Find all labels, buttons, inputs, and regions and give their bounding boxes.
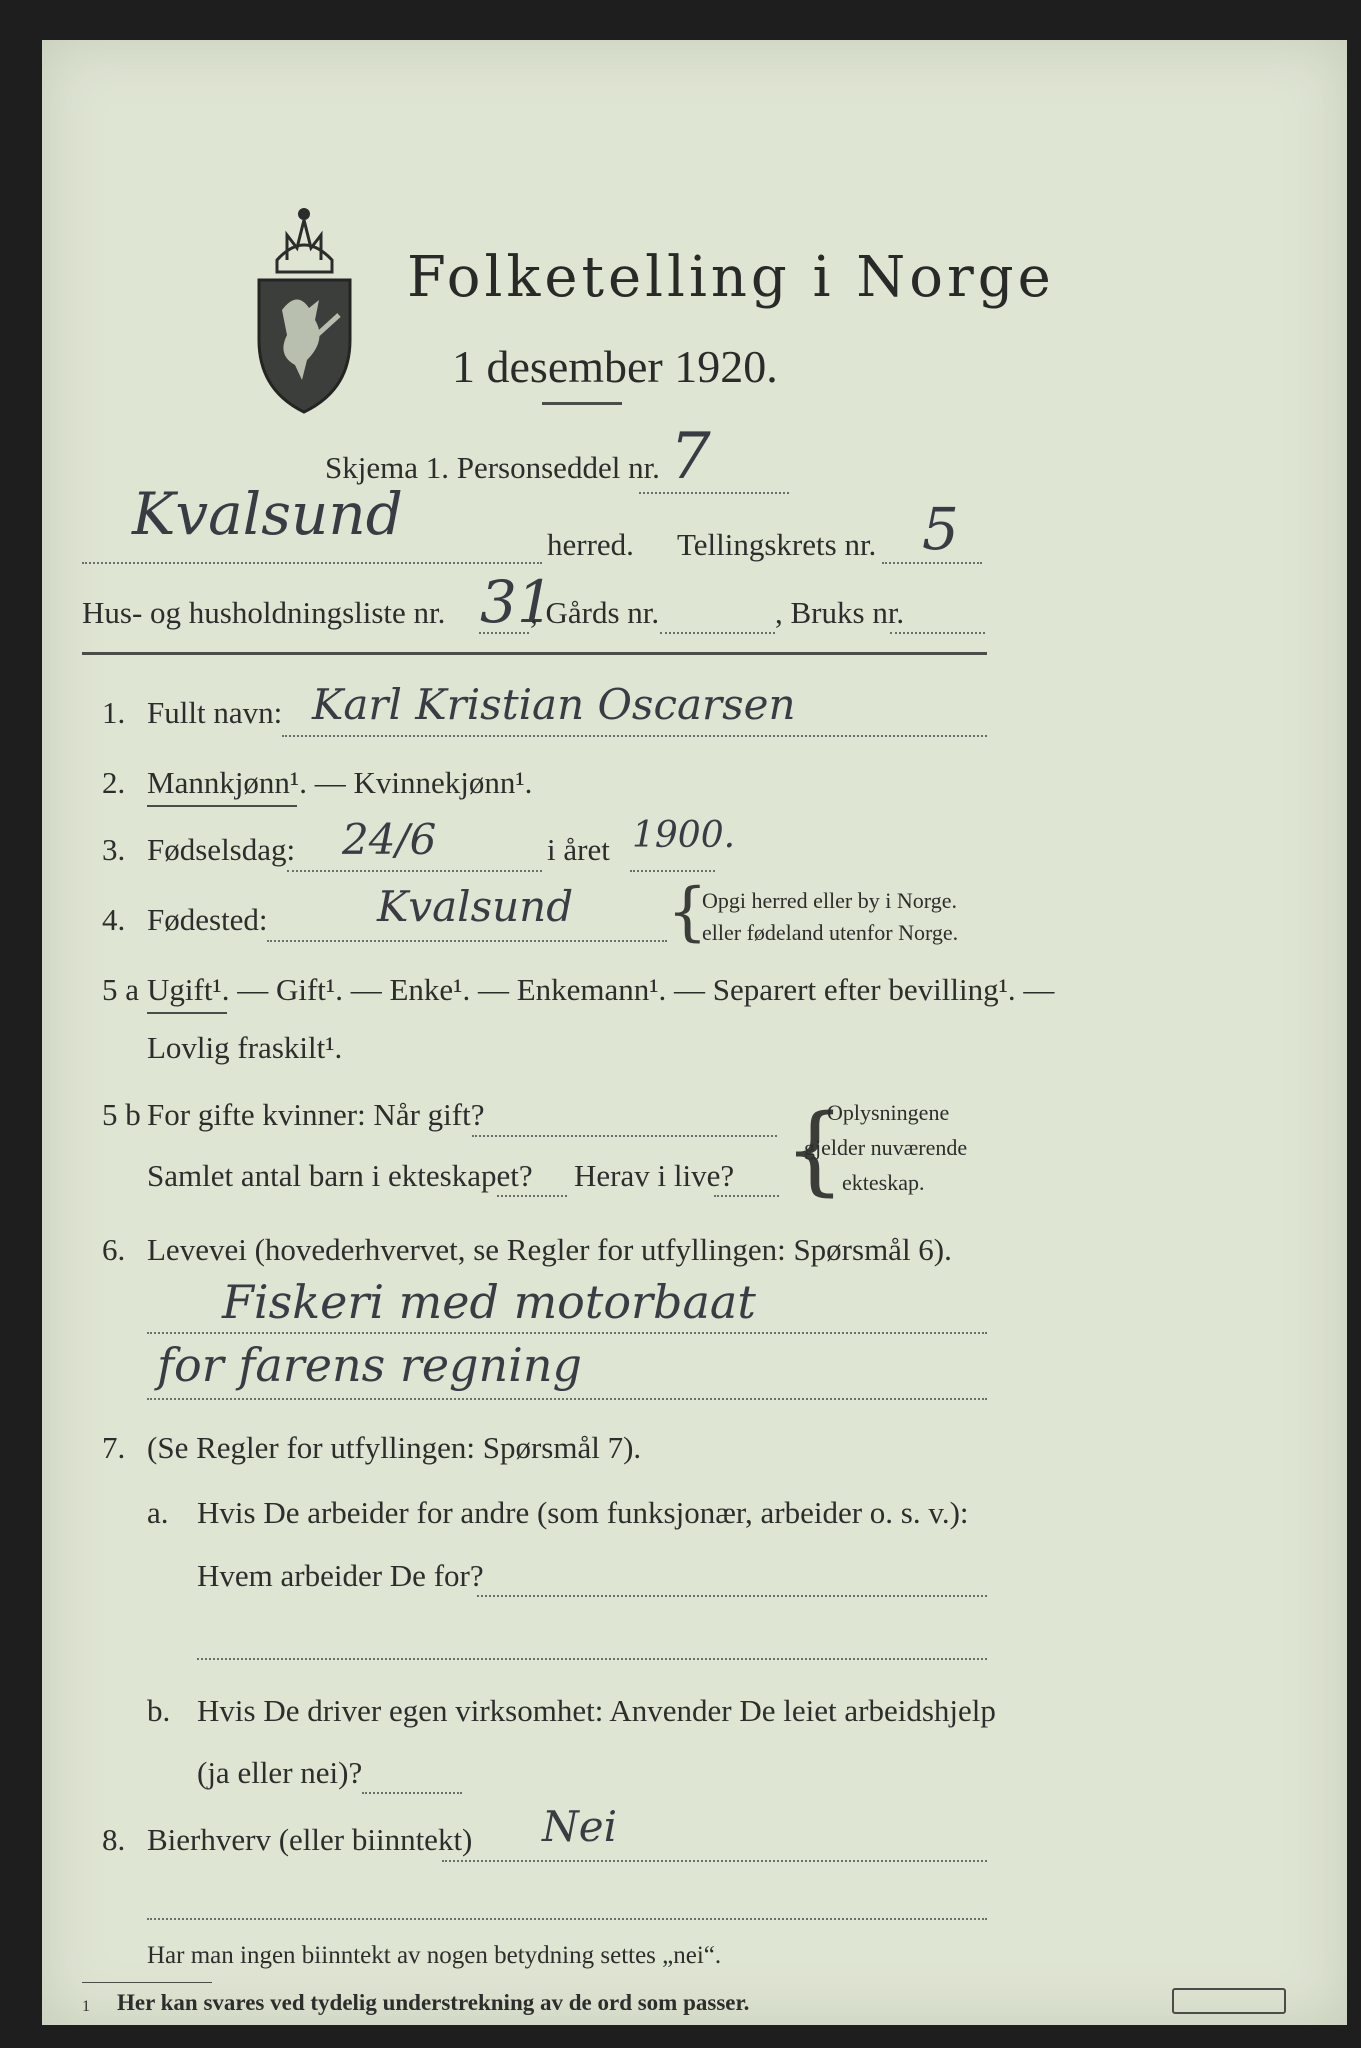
tellingskrets-label: Tellingskrets nr. bbox=[677, 527, 877, 562]
gards-line bbox=[660, 632, 775, 634]
q8-number: 8. bbox=[102, 1822, 126, 1857]
q4-number: 4. bbox=[102, 902, 126, 937]
q6-line-2 bbox=[147, 1398, 987, 1400]
q8-label: Bierhverv (eller biinntekt) bbox=[147, 1822, 473, 1857]
q4-note-1: Opgi herred eller by i Norge. bbox=[702, 888, 957, 913]
q2-number: 2. bbox=[102, 765, 126, 800]
q3-year-label: i året bbox=[547, 832, 610, 867]
q5b-note-3: ekteskap. bbox=[842, 1170, 925, 1195]
person-no-value: 7 bbox=[670, 420, 711, 494]
footnote-divider bbox=[82, 1982, 212, 1983]
q5a-underline-ugift bbox=[147, 1012, 227, 1014]
person-no-line bbox=[639, 492, 789, 494]
municipality-value: Kvalsund bbox=[132, 480, 403, 548]
q7b-line bbox=[362, 1792, 462, 1794]
form-title: Folketelling i Norge bbox=[407, 245, 1055, 310]
q1-answer: Karl Kristian Oscarsen bbox=[312, 680, 796, 729]
q8-answer: Nei bbox=[542, 1802, 618, 1851]
q5b-number: 5 b bbox=[102, 1097, 141, 1132]
printer-stamp bbox=[1172, 1988, 1286, 2014]
q5b-label: For gifte kvinner: Når gift? bbox=[147, 1097, 485, 1132]
footnote-mark: 1 bbox=[82, 1998, 90, 2015]
q5b-brace: { bbox=[784, 1094, 846, 1206]
q5a-label-2: Lovlig fraskilt¹. bbox=[147, 1030, 343, 1065]
q7-number: 7. bbox=[102, 1430, 126, 1465]
schema-label: Skjema 1. Personseddel nr. bbox=[325, 450, 660, 485]
q5a-number: 5 a bbox=[102, 972, 140, 1007]
q4-note-2: eller fødeland utenfor Norge. bbox=[702, 920, 959, 945]
q6-label: Levevei (hovederhvervet, se Regler for utfyllingen: Spørsmål 6). bbox=[147, 1232, 952, 1267]
q6-answer-1: Fiskeri med motorbaat bbox=[222, 1275, 756, 1329]
q5b-note-1: Oplysningene bbox=[827, 1100, 950, 1125]
q5b-label-2: Samlet antal barn i ekteskapet? bbox=[147, 1158, 533, 1193]
q1-line bbox=[282, 735, 987, 737]
q4-answer: Kvalsund bbox=[377, 882, 574, 931]
q7a-line-1 bbox=[477, 1595, 987, 1597]
q7-label: (Se Regler for utfyllingen: Spørsmål 7). bbox=[147, 1430, 642, 1465]
tellingskrets-value: 5 bbox=[922, 495, 959, 563]
title-divider bbox=[542, 402, 622, 405]
q3-answer: 24/6 bbox=[342, 815, 437, 864]
q4-brace: { bbox=[667, 875, 708, 949]
q7a-line-2 bbox=[197, 1658, 987, 1660]
q6-number: 6. bbox=[102, 1232, 126, 1267]
q5a-label: Ugift¹. — Gift¹. — Enke¹. — Enkemann¹. — Separert efter bevilling¹. — bbox=[147, 972, 1055, 1007]
q5b-alive-line bbox=[714, 1195, 779, 1197]
q2-underline-mannkjonn bbox=[147, 805, 297, 807]
form-date: 1 desember 1920. bbox=[452, 341, 778, 392]
q7b-label-2: (ja eller nei)? bbox=[197, 1755, 363, 1790]
q3-line bbox=[287, 870, 542, 872]
q1-number: 1. bbox=[102, 695, 126, 730]
household-no-value: 31 bbox=[480, 568, 554, 636]
q7b-label: Hvis De driver egen virksomhet: Anvender De leiet arbeidshjelp bbox=[197, 1693, 996, 1728]
municipality-line bbox=[82, 562, 542, 564]
q7a-mark: a. bbox=[147, 1495, 169, 1530]
q6-line-1 bbox=[147, 1332, 987, 1334]
q8-line-2 bbox=[147, 1918, 987, 1920]
q5b-note-2: gjelder nuværende bbox=[804, 1135, 968, 1160]
q5b-married-line bbox=[472, 1135, 777, 1137]
q7a-label: Hvis De arbeider for andre (som funksjonær, arbeider o. s. v.): bbox=[197, 1495, 969, 1530]
herred-label: herred. bbox=[547, 527, 634, 562]
q4-line bbox=[267, 940, 667, 942]
q7a-label-2: Hvem arbeider De for? bbox=[197, 1558, 484, 1593]
q1-label: Fullt navn: bbox=[147, 695, 283, 730]
q3-number: 3. bbox=[102, 832, 126, 867]
q7b-mark: b. bbox=[147, 1693, 171, 1728]
q6-answer-2: for farens regning bbox=[157, 1338, 582, 1392]
q5b-children-line bbox=[497, 1195, 567, 1197]
q5b-label-3: Herav i live? bbox=[574, 1158, 735, 1193]
q8-line-1 bbox=[442, 1860, 987, 1862]
bruks-label: , Bruks nr. bbox=[775, 595, 905, 630]
q3-year-value: 1900. bbox=[632, 815, 736, 856]
footnote-text: Her kan svares ved tydelig understrekning av de ord som passer. bbox=[117, 1990, 750, 2015]
q3-year-line bbox=[630, 870, 715, 872]
q4-label: Fødested: bbox=[147, 902, 268, 937]
norwegian-coat-of-arms-icon bbox=[247, 190, 362, 420]
bruks-line bbox=[890, 632, 985, 634]
gards-label: , Gårds nr. bbox=[530, 595, 660, 630]
header-separator bbox=[82, 652, 987, 655]
footer-note: Har man ingen biinntekt av nogen betydning settes „nei“. bbox=[147, 1942, 722, 1969]
q3-label: Fødselsdag: bbox=[147, 832, 296, 867]
household-label: Hus- og husholdningsliste nr. bbox=[82, 595, 446, 630]
census-form-sheet bbox=[42, 40, 1347, 2025]
q2-label: Mannkjønn¹. — Kvinnekjønn¹. bbox=[147, 765, 533, 800]
